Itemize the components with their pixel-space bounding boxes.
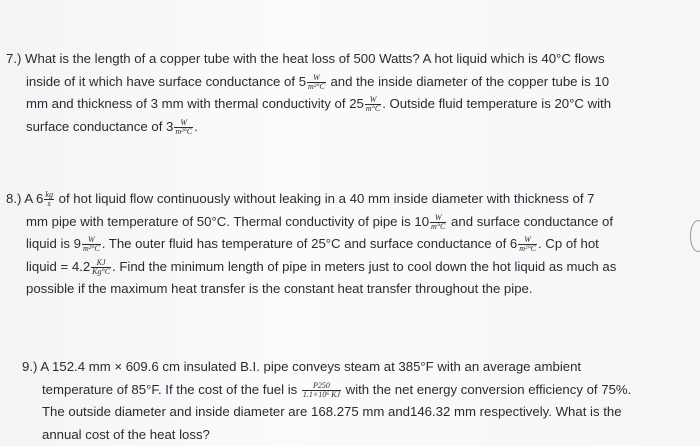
numerator: W [518,236,537,245]
text: with the net energy conversion efficiency of 75%. [345,381,632,397]
numerator: W [430,214,446,223]
problem-9-line-4: annual cost of the heat loss? [42,426,210,442]
fraction-w-per-m2c [518,236,537,253]
fraction-w-per-m2c [174,119,193,136]
problem-8 [6,188,616,301]
text: and the inside diameter of the copper tube is 10 [330,73,610,89]
fraction-w-per-m2c [307,74,326,91]
problem-7 [6,48,611,138]
numerator: W [307,74,326,83]
fraction-w-per-mc [430,214,446,231]
fraction-kg-per-s [44,191,54,208]
text: temperature of 85°F. If the cost of the fuel is [42,381,298,397]
denominator: 1.1×10⁶ KJ [302,389,340,399]
problem-7-line-1: 7.) What is the length of a copper tube with the heat loss of 500 Watts? A hot liquid which is 40°C flows [6,51,605,66]
denominator: m²°C [519,244,536,254]
text: . The outer fluid has temperature of 25°C and surface conductance of 6 [101,236,518,251]
text: . Find the minimum length of pipe in meters just to cool down the hot liquid as much as [112,258,617,274]
text: mm and thickness of 3 mm with thermal conductivity of 25 [26,96,364,111]
numerator: P250 [302,382,341,391]
denominator: s [47,199,51,209]
text: 8.) A 6 [6,191,44,206]
text: liquid = 4.2 [26,258,91,274]
numerator: KJ [91,259,111,268]
numerator: kg [45,190,53,200]
problem-9 [22,356,631,446]
fraction-kj-per-kgc [91,259,111,276]
text: of hot liquid flow continuously without leaking in a 40 mm inside diameter with thickness of 7 [58,191,595,206]
problem-9-line-2 [22,379,631,402]
problem-8-line-3 [6,233,616,256]
text: inside of it which have surface conductance of 5 [26,73,307,89]
fraction-w-per-mc [365,96,381,113]
denominator: Kg°C [92,266,111,276]
denominator: m°C [365,104,381,114]
numerator: W [174,119,193,128]
text: . Cp of hot [537,236,599,251]
problem-8-line-4 [6,256,616,279]
problem-7-line-2 [6,71,611,94]
text: surface conductance of 3 [26,118,174,134]
text: . [194,118,198,134]
problem-7-line-4 [6,116,611,139]
text: mm pipe with temperature of 50°C. Thermal conductivity of pipe is 10 [26,213,430,229]
fraction-fuel-cost [302,382,341,399]
numerator: W [82,236,101,245]
problem-9-line-1: 9.) A 152.4 mm × 609.6 cm insulated B.I. pipe conveys steam at 385°F with an average ambient [22,359,582,374]
problem-8-line-2 [6,211,616,234]
numerator: W [365,96,381,105]
problem-9-line-3: The outside diameter and inside diameter are 168.275 mm and146.32 mm respectively. What is the [42,404,622,419]
denominator: m²°C [82,244,100,254]
denominator: m²°C [175,126,193,136]
text: and surface conductance of [451,213,614,229]
fraction-w-per-m2c [82,236,101,253]
problem-8-line-5: possible if the maximum heat transfer is the constant heat transfer throughout the pipe. [26,281,533,296]
denominator: m°C [431,221,446,231]
problem-8-line-1 [6,188,616,211]
denominator: m²°C [308,81,325,91]
page-edge-mark [690,220,700,252]
text: liquid is 9 [26,236,81,251]
text: . Outside fluid temperature is 20°C with [382,96,612,111]
problem-7-line-3 [6,93,611,116]
